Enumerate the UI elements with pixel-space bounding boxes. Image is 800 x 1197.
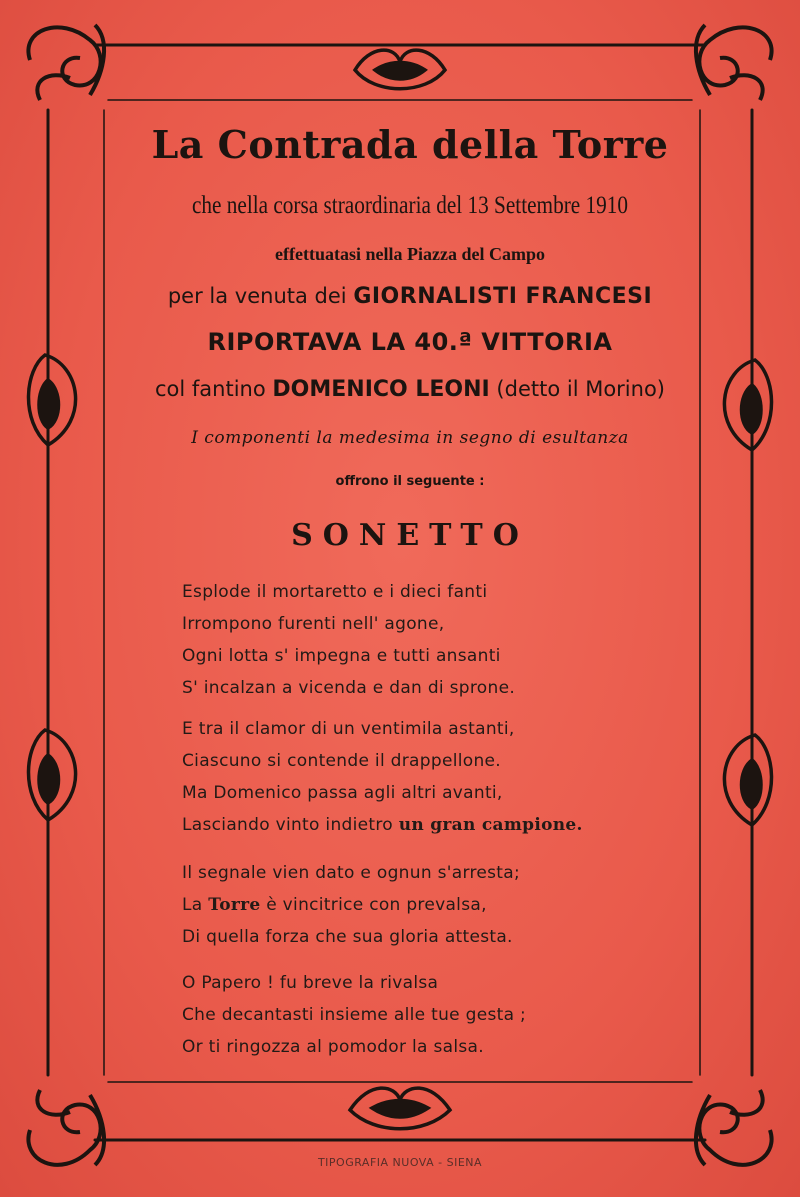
- corner-ornament-bottom-right: [696, 1090, 772, 1165]
- sonnet-stanza-4: [182, 967, 682, 1063]
- verse-line: Ogni lotta s' impegna e tutti ansanti: [182, 646, 501, 666]
- jockey-line: [100, 377, 720, 402]
- sonnet-stanza-1: [182, 576, 682, 704]
- jockey-nickname: (detto il Morino): [496, 377, 665, 401]
- verse-line: E tra il clamor di un ventimila astanti,: [182, 719, 515, 739]
- verse-line: Irrompono furenti nell' agone,: [182, 614, 445, 634]
- victory-line: RIPORTAVA LA 40.ª VITTORIA: [207, 328, 613, 356]
- side-ornament-right-upper: [724, 360, 771, 450]
- center-ornament-top: [355, 50, 445, 89]
- sonnet-stanza-3: [182, 857, 682, 953]
- occasion-guests: GIORNALISTI FRANCESI: [353, 284, 653, 309]
- verse-emphasis: un gran campione.: [398, 815, 583, 835]
- verse-line: Di quella forza che sua gloria attesta.: [182, 927, 513, 947]
- jockey-prefix: col fantino: [155, 377, 266, 401]
- verse-text: Lasciando vinto indietro: [182, 815, 393, 835]
- verse-line: [182, 809, 682, 841]
- verse-line: S' incalzan a vicenda e dan di sprone.: [182, 678, 516, 698]
- verse-line: Ciascuno si contende il drappellone.: [182, 751, 501, 771]
- verse-emphasis: Torre: [208, 895, 261, 915]
- verse-line: O Papero ! fu breve la rivalsa: [182, 973, 439, 993]
- verse-line: [182, 889, 682, 921]
- side-ornament-right-lower: [724, 735, 771, 825]
- center-ornament-bottom: [350, 1088, 450, 1129]
- verse-line: Che decantasti insieme alle tue gesta ;: [182, 1005, 527, 1025]
- verse-line: Il segnale vien dato e ognun s'arresta;: [182, 863, 520, 883]
- corner-ornament-bottom-left: [28, 1090, 104, 1165]
- dedication-line: I componenti la medesima in segno di esultanza: [191, 428, 629, 448]
- occasion-line: [100, 284, 720, 309]
- sonnet-title: SONETTO: [291, 518, 529, 553]
- occasion-prefix: per la venuta dei: [167, 284, 347, 308]
- jockey-name: DOMENICO LEONI: [272, 377, 490, 402]
- corner-ornament-top-right: [696, 25, 772, 100]
- race-date-line: che nella corsa straordinaria del 13 Settembre 1910: [191, 192, 629, 219]
- corner-ornament-top-left: [28, 25, 104, 100]
- offer-line: offrono il seguente :: [335, 474, 485, 489]
- verse-text: La: [182, 895, 203, 915]
- sonnet-stanza-2: [182, 713, 682, 841]
- verse-line: Esplode il mortaretto e i dieci fanti: [182, 582, 488, 602]
- side-ornament-left-lower: [28, 730, 75, 820]
- side-ornament-left-upper: [28, 355, 75, 445]
- verse-line: Or ti ringozza al pomodor la salsa.: [182, 1037, 484, 1057]
- location-line: effettuatasi nella Piazza del Campo: [275, 244, 545, 264]
- verse-text: è vincitrice con prevalsa,: [266, 895, 487, 915]
- poster-title: La Contrada della Torre: [151, 122, 669, 167]
- verse-line: Ma Domenico passa agli altri avanti,: [182, 783, 503, 803]
- printer-credit: TIPOGRAFIA NUOVA - SIENA: [317, 1156, 483, 1169]
